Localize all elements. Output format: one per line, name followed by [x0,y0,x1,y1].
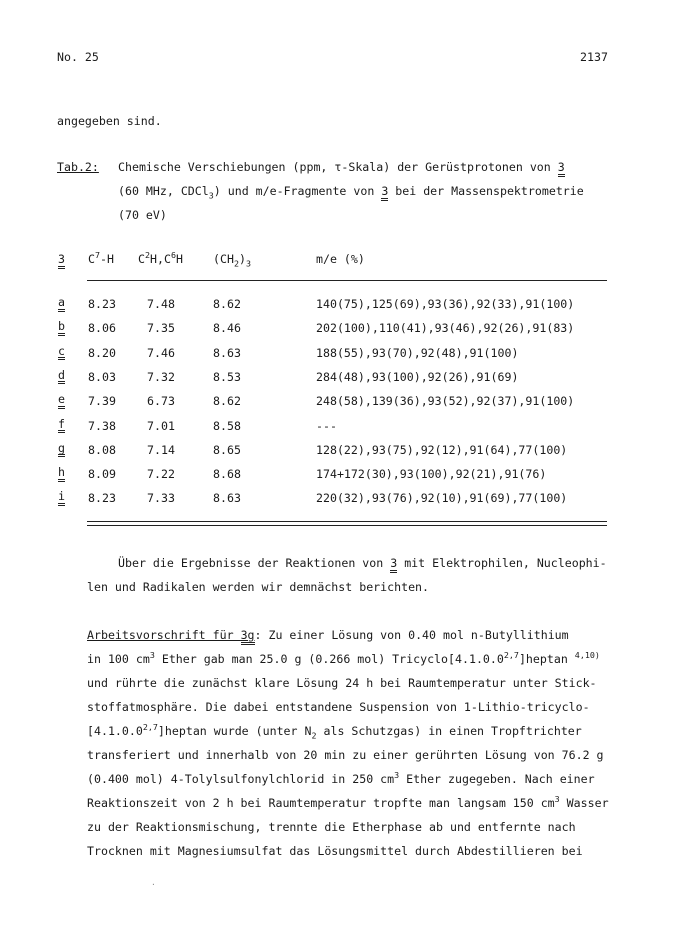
procedure-line: und rührte die zunächst klare Lösung 24 h bei Raumtemperatur unter Stick- [87,676,597,690]
row-c2h-shift: 7.01 [147,418,175,433]
row-ms-fragments: 174+172(30),93(100),92(21),91(76) [316,467,547,482]
row-ms-fragments: 202(100),110(41),93(46),92(26),91(83) [316,321,575,336]
row-ms-fragments: 220(32),93(76),92(10),91(69),77(100) [316,491,568,506]
superscript: 2,7 [142,722,158,733]
procedure-line [87,722,582,741]
row-c7h-shift: 8.06 [88,321,116,336]
row-ch2-shift: 8.58 [213,418,241,433]
col-ms: m/e (%) [316,252,365,266]
text-run: [4.1.0.0 [87,724,143,738]
text-run: Ether gab man 25.0 g (0.266 mol) Tricyclo[4.1.0.0 [154,652,504,666]
paragraph-line [118,556,607,573]
row-ch2-shift: 8.46 [213,321,241,336]
text-run: (0.400 mol) 4-Tolylsulfonylchlorid in 250 cm [87,772,395,786]
reference-superscript: 4,10) [574,650,600,661]
procedure-line: transferiert und innerhalb von 20 min zu einer gerührten Lösung von 76.2 g [87,748,604,762]
row-compound-id: c [58,346,65,361]
row-c2h-shift: 7.33 [147,491,175,506]
procedure-line: stoffatmosphäre. Die dabei entstandene Suspension von 1-Lithio-tricyclo- [87,700,590,714]
row-c7h-shift: 8.09 [88,467,116,482]
caption-text: ) und m/e-Fragmente von [213,184,382,198]
compound-ref: 3 [381,186,388,201]
procedure-line: zu der Reaktionsmischung, trennte die Etherphase ab und entfernte nach [87,820,576,834]
caption-line-3: (70 eV) [118,208,167,222]
row-c7h-shift: 7.38 [88,418,116,433]
col-c2h-a: C [138,252,145,266]
text-run: mit Elektrophilen, Nucleophi- [397,556,607,570]
col-ch2-sub3: 3 [245,258,251,269]
row-c2h-shift: 7.22 [147,467,175,482]
row-c7h-shift: 8.20 [88,345,116,360]
procedure-line [87,628,569,645]
col-c7h [88,252,114,266]
text-run: als Schutzgas) in einen Tropftrichter [316,724,582,738]
col-c7h-b: -H [100,252,114,266]
text-run: Über die Ergebnisse der Reaktionen von [118,556,391,570]
row-c2h-shift: 7.14 [147,442,175,457]
row-c2h-shift: 7.35 [147,321,175,336]
journal-issue: No. 25 [57,50,99,64]
subscript: 2 [311,730,317,741]
col-ch2-b: ) [238,252,246,266]
text-run: ]heptan [518,652,575,666]
table-top-rule [87,280,607,281]
lead-text: angegeben sind. [57,114,162,128]
row-compound-id: e [58,394,65,409]
col-ch2 [213,252,251,269]
row-c2h-shift: 7.46 [147,345,175,360]
col-ch2-a: (CH [213,252,234,266]
compound-ref: 3 [390,558,397,573]
row-compound-id: a [58,297,65,312]
compound-ref: 3g [241,630,255,645]
paragraph-line: len und Radikalen werden wir demnächst berichten. [87,580,430,594]
caption-line-2 [118,184,584,201]
row-ch2-shift: 8.62 [213,297,241,311]
col-compound [58,252,65,269]
row-ch2-shift: 8.63 [213,491,241,506]
superscript: 3 [394,770,400,781]
row-ms-fragments: 140(75),125(69),93(36),92(33),91(100) [316,297,575,311]
col-c7h-sup: 7 [94,250,101,261]
row-c7h-shift: 8.08 [88,442,116,457]
table-label: Tab.2: [57,160,99,174]
superscript: 3 [149,650,155,661]
text-run: Ether zugegeben. Nach einer [399,772,595,786]
caption-text: Chemische Verschiebungen (ppm, τ-Skala) der Gerüstprotonen von [118,160,558,174]
row-c7h-shift: 8.03 [88,369,116,384]
row-compound-id: d [58,370,65,385]
col-c6h-c: H [176,252,183,266]
caption-line-1 [118,160,565,177]
row-ms-fragments: 248(58),139(36),93(52),92(37),91(100) [316,394,575,409]
col-c2h-sup: 2 [144,250,151,261]
row-c2h-shift: 7.48 [147,297,175,311]
col-c2h-b: H,C [150,252,171,266]
row-ch2-shift: 8.68 [213,467,241,482]
procedure-line [87,796,609,810]
row-compound-id: f [58,419,65,434]
scan-speck: · [151,880,156,889]
col-c2h-c6h [138,252,183,266]
col-c6h-sup: 6 [170,250,176,261]
row-c2h-shift: 6.73 [147,394,175,409]
text-run: : [254,628,262,642]
row-ms-fragments: 128(22),93(75),92(12),91(64),77(100) [316,442,568,457]
row-c7h-shift: 8.23 [88,297,116,311]
text-run: Zu einer Lösung von 0.40 mol n-Butyllithium [261,628,569,642]
row-compound-id: i [58,491,65,506]
row-ms-fragments: 284(48),93(100),92(26),91(69) [316,369,519,384]
row-compound-id: g [58,443,65,458]
row-ms-fragments: --- [316,418,337,433]
row-c2h-shift: 7.32 [147,369,175,384]
col-ch2-sub: 2 [233,258,239,269]
row-compound-id: b [58,321,65,336]
compound-ref: 3 [558,162,565,177]
superscript: 2,7 [503,650,519,661]
row-ch2-shift: 8.53 [213,369,241,384]
procedure-line: Trocknen mit Magnesiumsulfat das Lösungsmittel durch Abdestillieren bei [87,844,583,858]
row-ch2-shift: 8.62 [213,394,241,409]
superscript: 3 [554,794,560,805]
caption-subscript: 3 [208,190,214,201]
col-compound-label: 3 [58,254,65,269]
page-number: 2137 [580,50,608,64]
caption-text: bei der Massenspektrometrie [388,184,584,198]
text-run: Wasser [559,796,609,810]
text-run: in 100 cm [87,652,150,666]
row-ch2-shift: 8.65 [213,442,241,457]
text-run: ]heptan wurde (unter N [157,724,312,738]
col-c7h-a: C [88,252,95,266]
row-ch2-shift: 8.63 [213,345,241,360]
caption-text: (60 MHz, CDCl [118,184,209,198]
row-c7h-shift: 7.39 [88,394,116,409]
procedure-title: Arbeitsvorschrift für [87,628,241,642]
procedure-line [87,652,600,666]
procedure-line [87,772,595,786]
row-ms-fragments: 188(55),93(70),92(48),91(100) [316,345,519,360]
row-c7h-shift: 8.23 [88,491,116,506]
text-run: Reaktionszeit von 2 h bei Raumtemperatur tropfte man langsam 150 cm [87,796,555,810]
row-compound-id: h [58,467,65,482]
table-bottom-rule [87,521,607,526]
